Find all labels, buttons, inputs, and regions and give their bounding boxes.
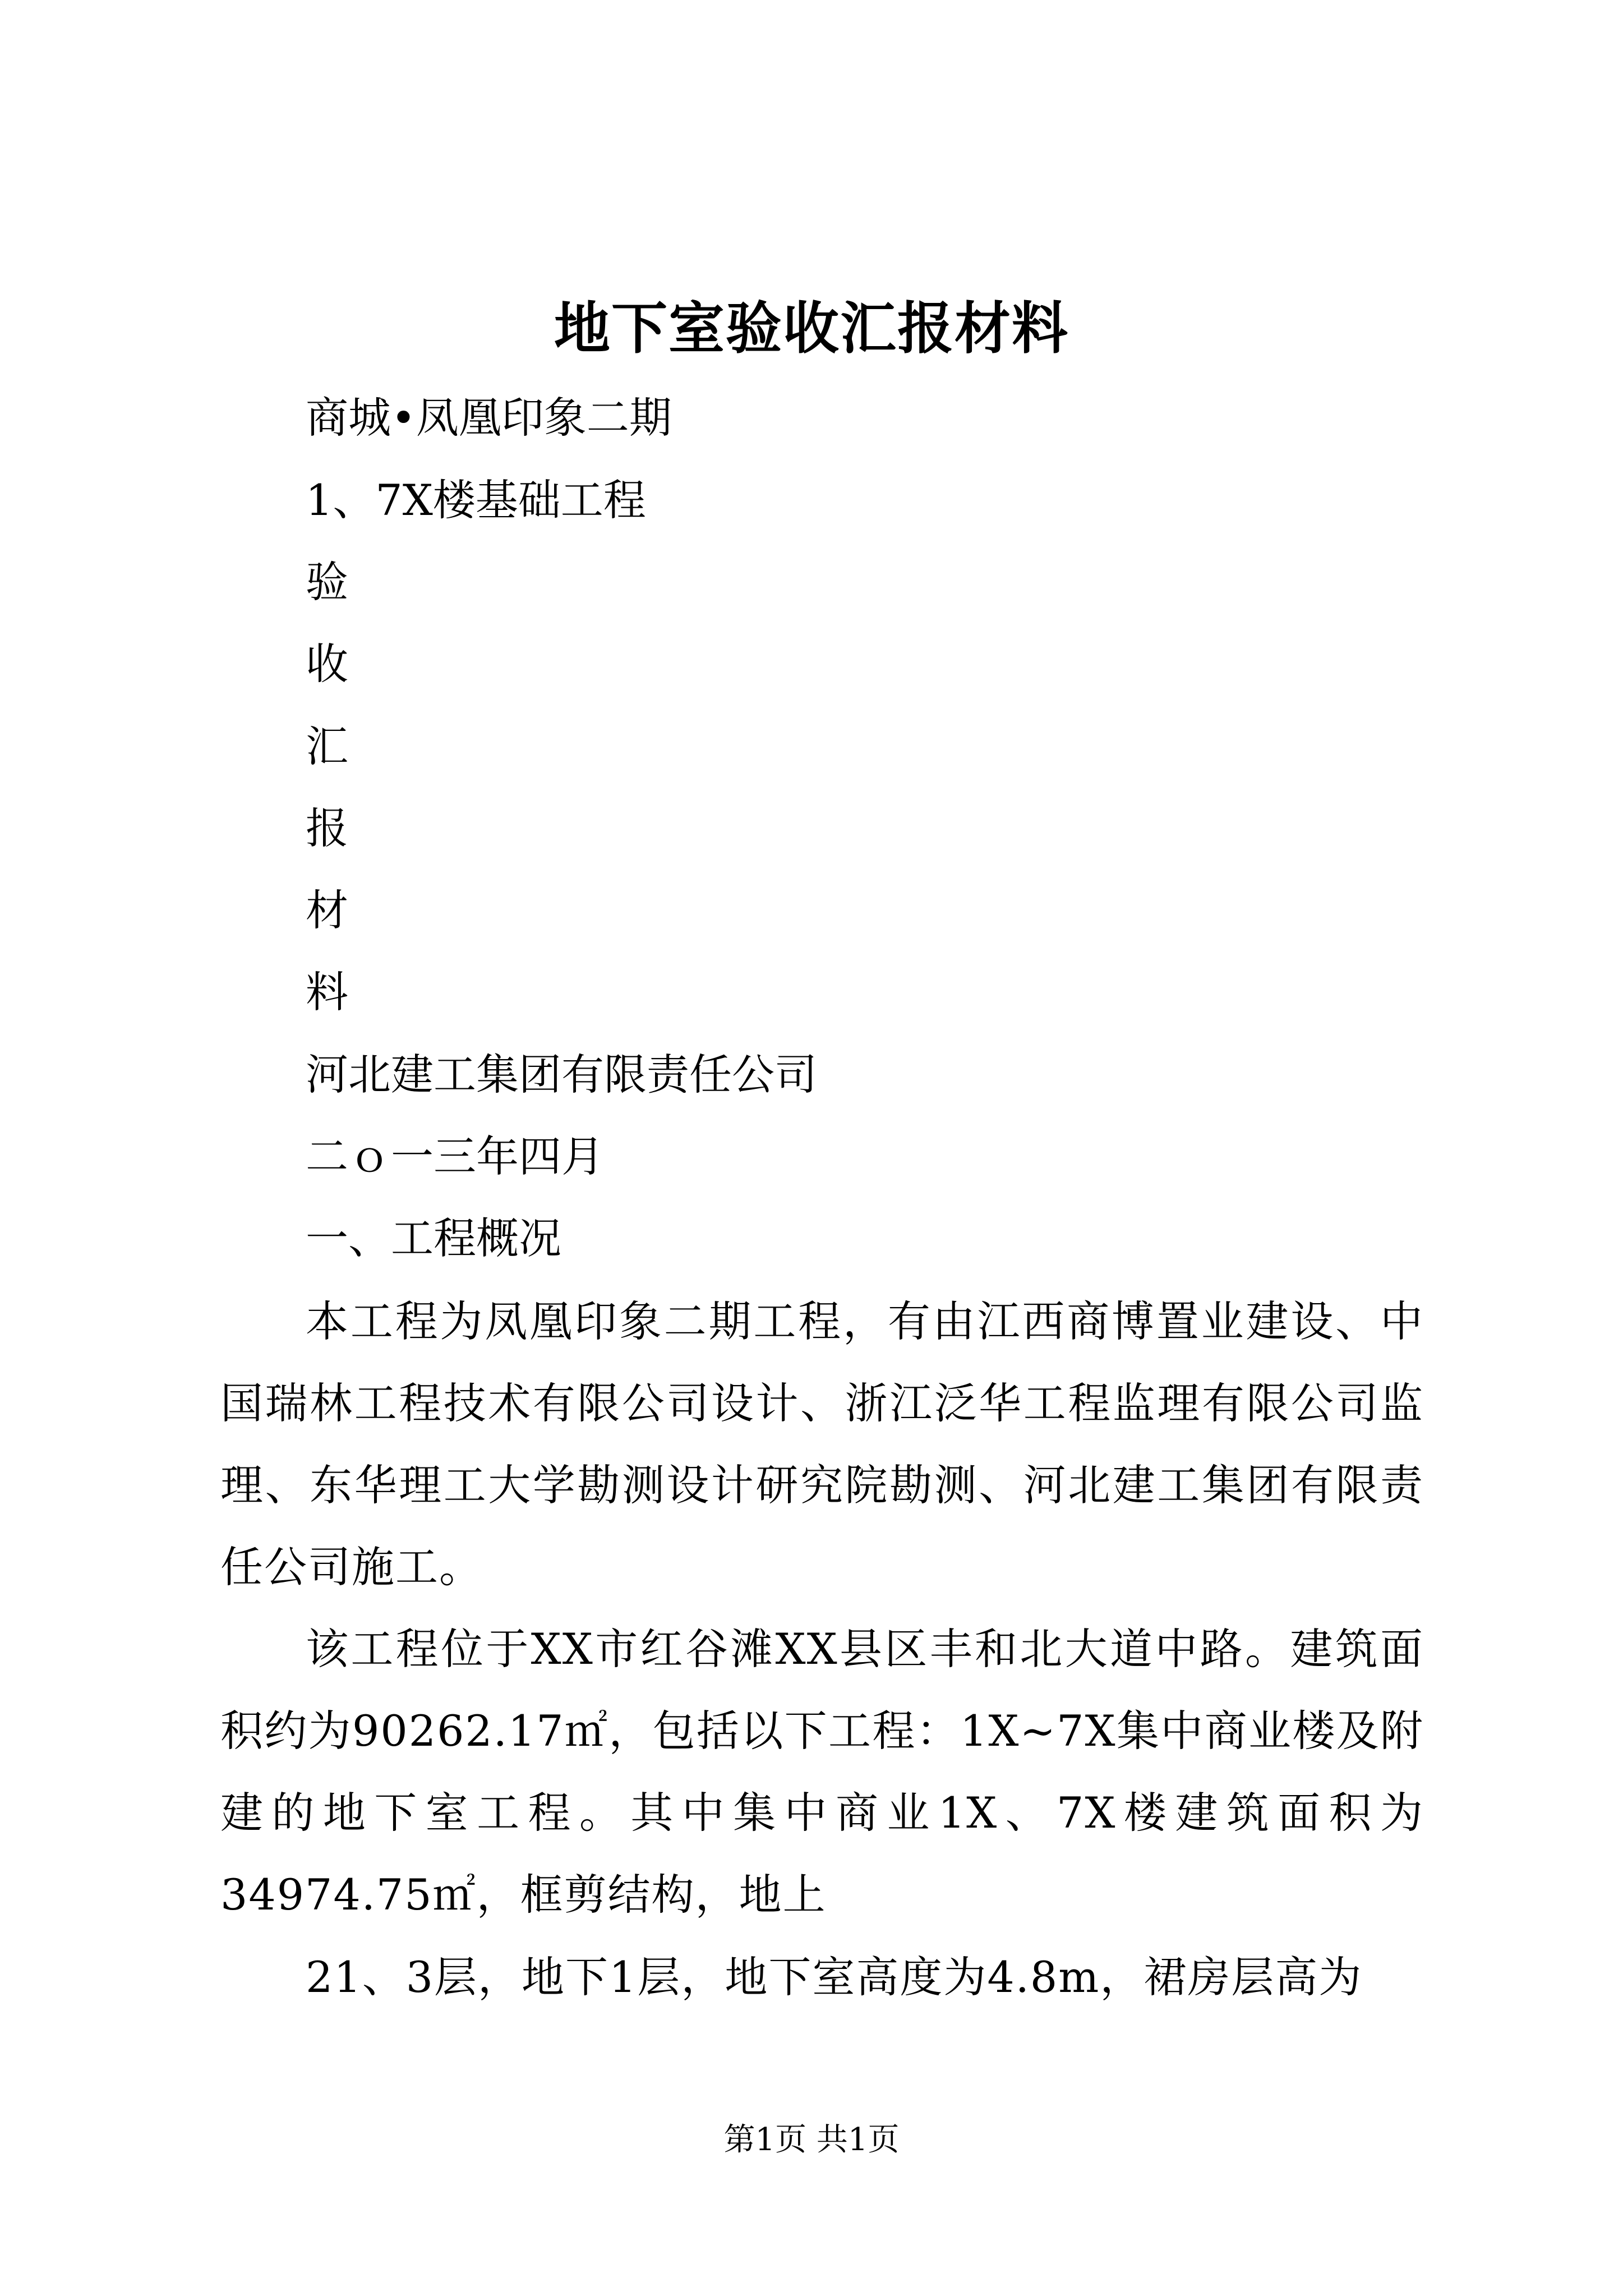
company-name: 河北建工集团有限责任公司 [306, 1050, 817, 1099]
cover-char-1: 验 [306, 557, 348, 607]
cover-char-4: 报 [306, 803, 348, 853]
paragraph-overview: 本工程为凤凰印象二期工程，有由江西商博置业建设、中国瑞林工程技术有限公司设计、浙江泛华工程监理有限公司监理、东华理工大学勘测设计研究院勘测、河北建工集团有限责任公司施工。 [220, 1296, 1424, 1592]
document-title: 地下室验收汇报材料 [554, 295, 1069, 361]
cover-char-3: 汇 [306, 721, 348, 771]
cover-char-6: 料 [306, 967, 348, 1017]
cover-char-2: 收 [306, 639, 348, 689]
cover-char-5: 材 [306, 885, 348, 935]
project-subtitle: 1、7X楼基础工程 [306, 475, 646, 525]
paragraph-location: 该工程位于XX市红谷滩XX县区丰和北大道中路。建筑面积约为90262.17㎡，包括以下工程：1X~7X集中商业楼及附建的地下室工程。其中集中商业1X、7X楼建筑面积为34974.75㎡，框剪结构，地上 [220, 1624, 1424, 1920]
paragraph-floors: 21、3层，地下1层，地下室高度为4.8m，裙房层高为 [306, 1952, 1363, 2002]
page-footer: 第1页 共1页 [723, 2122, 900, 2158]
section-heading: 一、工程概况 [306, 1213, 561, 1263]
document-date: 二ｏ一三年四月 [306, 1131, 604, 1181]
project-name: 商城•凤凰印象二期 [306, 393, 672, 443]
